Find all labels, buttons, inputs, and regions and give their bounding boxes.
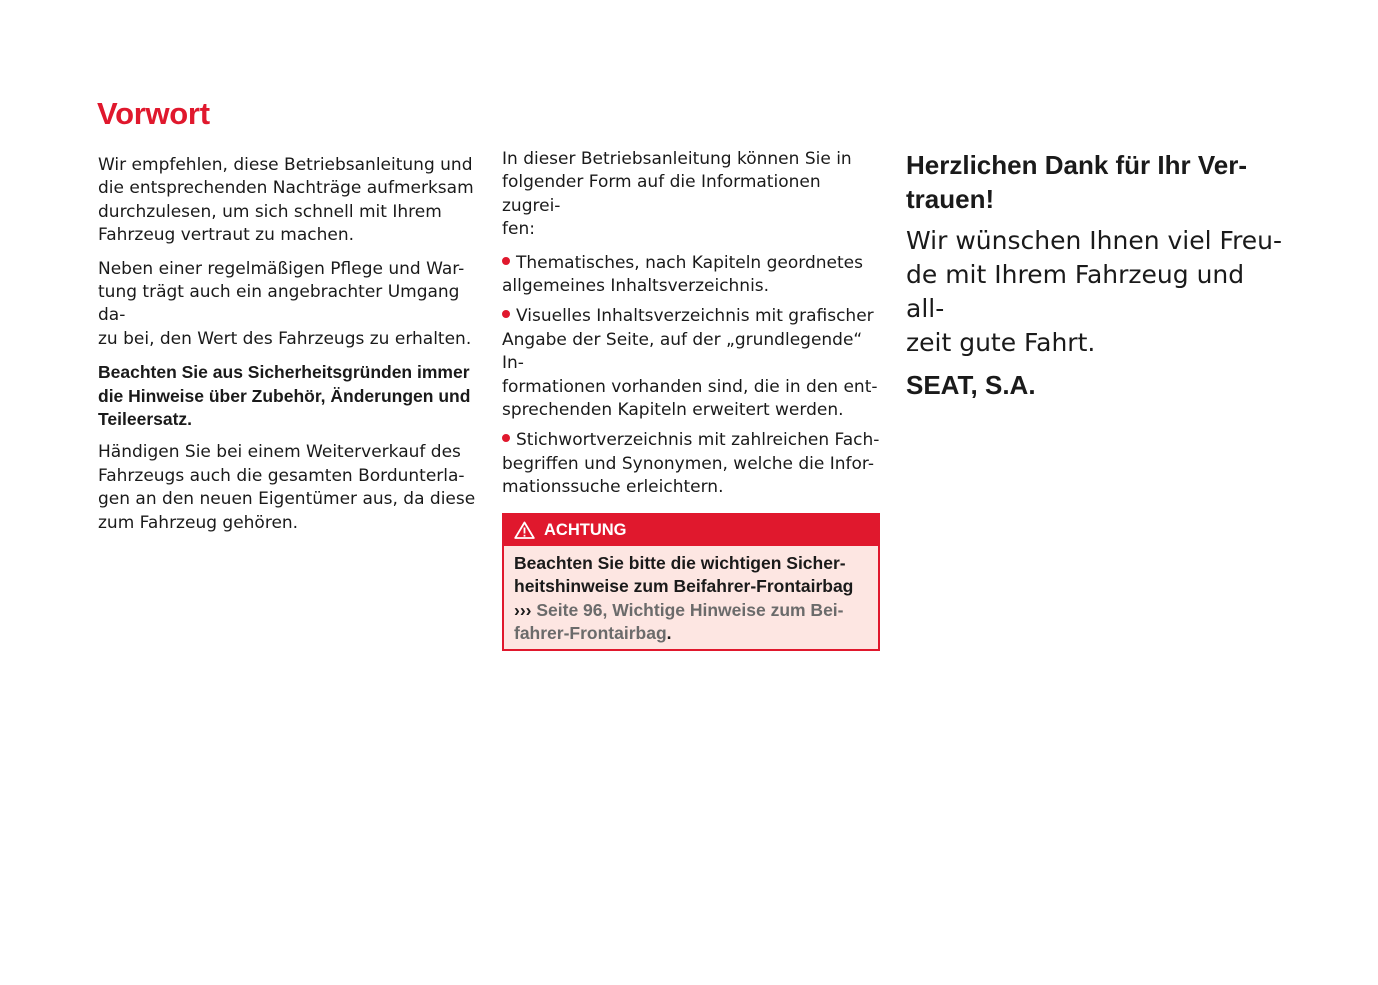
- paragraph-safety-note: Beachten Sie aus Sicherheitsgründen immer die Hinweise über Zubehör, Änderungen und Teileersatz.: [98, 362, 471, 430]
- warning-triangle-icon: [514, 521, 535, 539]
- paragraph-intro: Wir empfehlen, diese Betriebsanleitung und die entsprechenden Nachträge aufmerksam durchzulesen, um sich schnell mit Ihrem Fahrzeug vertraut zu machen.: [98, 155, 474, 246]
- column-right: [906, 148, 1286, 402]
- warning-box: [502, 513, 880, 652]
- paragraph-access-intro: In dieser Betriebsanleitung können Sie in folgender Form auf die Informationen zugrei- fen:: [502, 149, 852, 240]
- red-dot-icon: [502, 434, 510, 442]
- red-dot-icon: [502, 257, 510, 265]
- cross-reference-arrows: ›››: [514, 599, 532, 620]
- column-left: [98, 148, 478, 545]
- warning-text: Beachten Sie bitte die wichtigen Sicher- heitshinweise zum Beifahrer-Frontairbag ››› Seite 96, Wichtige Hinweise zum Bei- fahrer-Frontairbag.: [514, 552, 854, 643]
- paragraph-resale: Händigen Sie bei einem Weiterverkauf des Fahrzeugs auch die gesamten Bordunterla- gen an den neuen Eigentümer aus, da diese zum Fahrzeug gehören.: [98, 442, 476, 533]
- paragraph-care: Neben einer regelmäßigen Pflege und War- tung trägt auch ein angebrachter Umgang da- zu bei, den Wert des Fahrzeugs zu erhalten.: [98, 258, 472, 349]
- list-item: Stichwortverzeichnis mit zahlreichen Fach- begriffen und Synonymen, welche die Infor- mationssuche erleichtern.: [502, 430, 880, 498]
- thanks-heading: Herzlichen Dank für Ihr Ver- trauen!: [906, 150, 1247, 214]
- signature: SEAT, S.A.: [906, 370, 1036, 400]
- warning-label: ACHTUNG: [544, 520, 627, 539]
- warning-header: [504, 515, 878, 546]
- red-dot-icon: [502, 310, 510, 318]
- column-middle: [502, 148, 882, 651]
- access-list: [502, 252, 882, 500]
- list-item: Thematisches, nach Kapiteln geordnetes allgemeines Inhaltsverzeichnis.: [502, 252, 863, 297]
- cross-reference-link[interactable]: Seite 96, Wichtige Hinweise zum Bei- fahrer-Frontairbag: [514, 599, 844, 643]
- thanks-text: Wir wünschen Ihnen viel Freu- de mit Ihrem Fahrzeug und all- zeit gute Fahrt.: [906, 226, 1283, 357]
- page-title: Vorwort: [97, 96, 210, 131]
- list-item: Visuelles Inhaltsverzeichnis mit grafischer Angabe der Seite, auf der „grundlegende“ In- formationen vorhanden sind, die in den ent- sprechenden Kapiteln erweitert werden.: [502, 306, 878, 421]
